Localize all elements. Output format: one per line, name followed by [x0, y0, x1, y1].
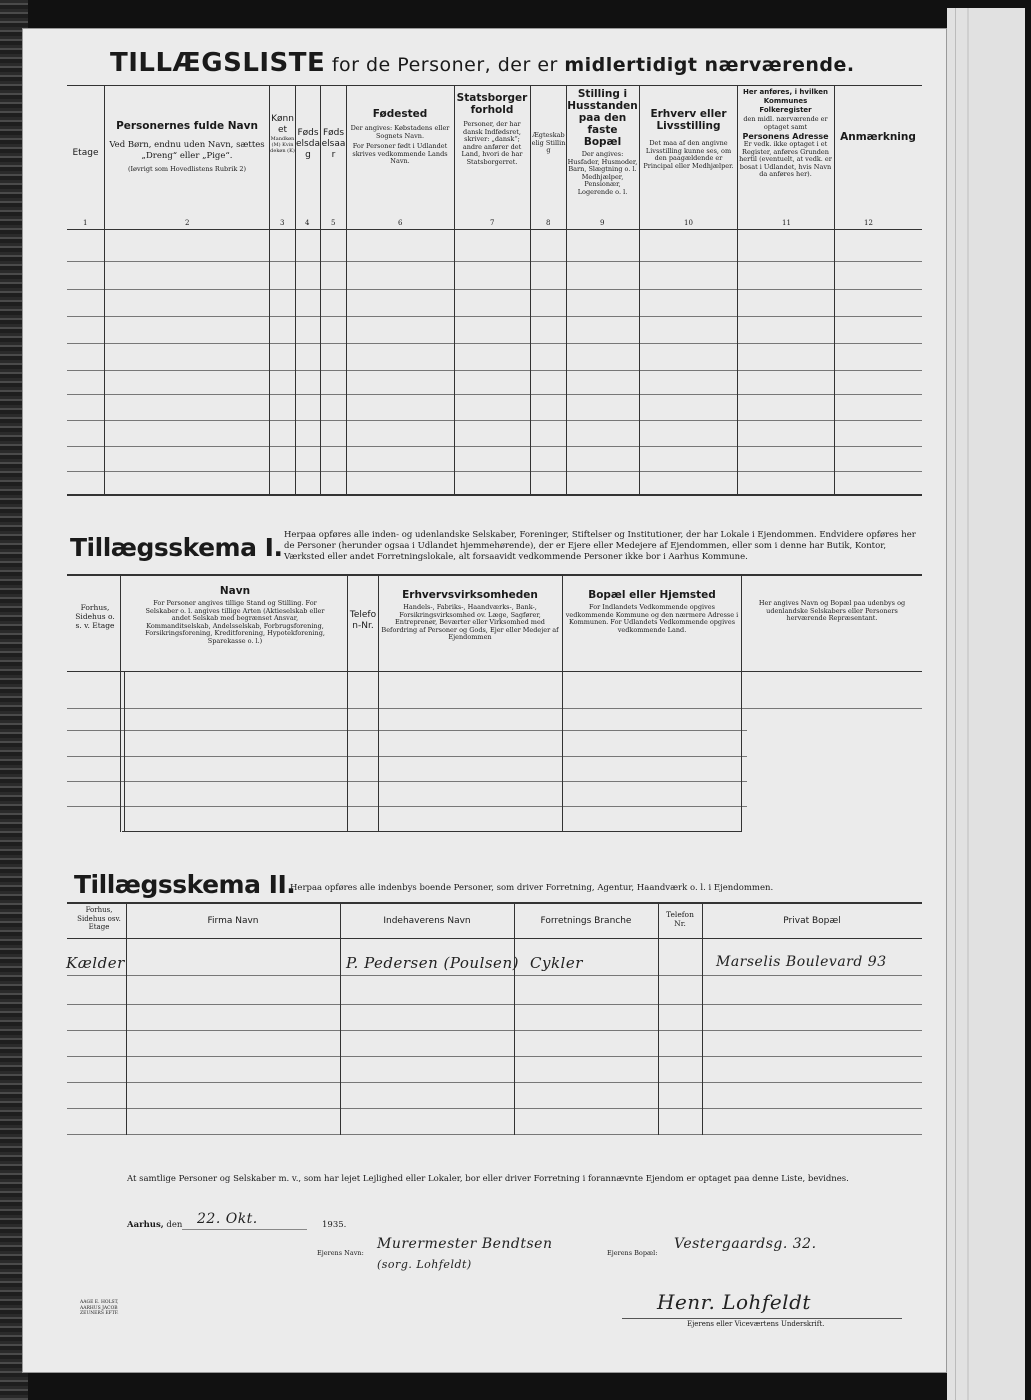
- col-num: 1: [83, 219, 88, 227]
- col-foedselsdag: Fødselsdag: [296, 128, 320, 160]
- s1-col-navn-head: Navn: [219, 585, 251, 597]
- signature: Henr. Lohfeldt: [657, 1290, 811, 1314]
- census-form-page: [22, 28, 947, 1373]
- declaration: [127, 1174, 917, 1184]
- s2-col-bopael: Privat Bopæl: [783, 916, 841, 926]
- col-etage: Etage: [72, 148, 99, 158]
- col-stilling-head: Stilling i Husstanden paa den faste Bopæl: [567, 88, 638, 148]
- title-rest: for de Personer, der er: [325, 54, 565, 76]
- col-statsborger-sub: Personer, der har dansk Indfødsret, skriver: „dansk“; andre anfører det Land, hvori de har Statsborgerret.: [461, 120, 523, 166]
- declaration-text: At samtlige Personer og Selskaber m. v., som har lejet Lejlighed eller Lokaler, bor eller driver Forretning i forannævnte Ejendom er optaget paa denne Liste, bevidnes.: [127, 1174, 849, 1184]
- col-folkeregister-sub: den midl. nærværende er optaget samt: [743, 115, 828, 131]
- place-date: [127, 1220, 182, 1230]
- col-koen: [270, 114, 295, 154]
- s1-col-erhverv: [380, 589, 560, 642]
- title-bold-2: midlertidigt nærværende.: [564, 54, 855, 76]
- col-erhverv-sub: Det maa af den angivne Livsstilling kunne ses, om den paagældende er Principal eller Medhjælper.: [643, 139, 734, 170]
- owner-name: Murermester Bendtsen: [377, 1236, 553, 1252]
- skema1-description: Herpaa opføres alle inden- og udenlandske Selskaber, Foreninger, Stiftelser og Institutioner, der har Lokale i Ejendommen. Endvidere opføres her de Personer (herunder ogsaa i Udlandet hjemmehørende), der er Ejere eller Medejere af Ejendommen, eller som i denne har Butik, Kontor, Værksted eller andet Forretningslokale, alt forsaavidt vedkommende Personer ikke bor i Aarhus Kommune.: [284, 530, 916, 562]
- s1-col-repraesentant-sub: Her angives Navn og Bopæl paa udenbys og udenlandske Selskabers eller Personers herværende Repræsentant.: [758, 599, 906, 622]
- owner-address: Vestergaardsg. 32.: [674, 1236, 817, 1252]
- s1-col-repraesentant: [747, 600, 917, 623]
- signature-label: Ejerens eller Viceværtens Underskrift.: [687, 1320, 825, 1328]
- col-folkeregister-head: Her anføres, i hvilken Kommunes Folkeregister: [743, 88, 828, 114]
- col-num: 9: [600, 219, 605, 227]
- s2-row1-etage: Kælder: [66, 954, 125, 972]
- s2-col-branche: Forretnings Branche: [540, 916, 632, 926]
- skema2-title: Tillægsskema II.: [74, 870, 296, 899]
- col-foedselsaar: Fødselsaar: [321, 128, 346, 160]
- col-folkeregister-head2: Personens Adresse: [742, 132, 829, 141]
- s1-col-bopael-sub: For Indlandets Vedkommende opgives vedkommende Kommune og den nærmere Adresse i Kommunen. For Udlandets Vedkommende opgives vedkommende Land.: [565, 603, 739, 634]
- s1-col-erhverv-head: Erhvervsvirksomheden: [402, 589, 538, 601]
- col-num: 4: [305, 219, 310, 227]
- den-label: den: [166, 1220, 183, 1230]
- col-stilling-sub: Der angives: Husfader, Husmoder, Barn, Slægtning o. l. Medhjælper, Pensionær, Logerende o. l.: [567, 150, 638, 196]
- col-num: 12: [864, 219, 873, 227]
- s1-col-bopael-head: Bopæl eller Hjemsted: [588, 589, 716, 601]
- owner-note: (sorg. Lohfeldt): [377, 1258, 472, 1271]
- s1-col-telefon: Telefon-Nr.: [349, 610, 377, 631]
- address-label: Ejerens Bopæl:: [607, 1249, 658, 1257]
- skema1-title: Tillægsskema I.: [70, 533, 283, 562]
- col-statsborger: [456, 92, 528, 166]
- col-navn-sub: Ved Børn, endnu uden Navn, sættes „Dreng“ eller „Pige“.: [109, 140, 265, 161]
- owner-label: Ejerens Navn:: [317, 1249, 364, 1257]
- s1-col-etage: Forhus, Sidehus o. s. v. Etage: [75, 603, 115, 630]
- col-navn-head: Personernes fulde Navn: [116, 120, 258, 132]
- s1-col-bopael: [565, 589, 739, 634]
- place: Aarhus,: [127, 1220, 164, 1230]
- s1-col-navn: [142, 585, 328, 645]
- s2-row1-branche: Cykler: [530, 954, 583, 972]
- col-num: 2: [185, 219, 190, 227]
- main-title: [110, 48, 855, 78]
- col-num: 5: [331, 219, 336, 227]
- col-foedested-sub2: For Personer født i Udlandet skrives vedkommende Lands Navn.: [352, 142, 448, 165]
- col-num: 7: [490, 219, 495, 227]
- col-navn: [106, 120, 268, 174]
- col-erhverv-head: Erhverv eller Livsstilling: [650, 108, 727, 132]
- s1-col-navn-sub: For Personer angives tillige Stand og Stilling. For Selskaber o. l. angives tillige Arten (Aktieselskab eller andet Selskab med begrænset Ansvar, Kommanditselskab, Andelsselskab, Forbrugsforening, Forsikringsforening, Kreditforening, Hypotekforening, Sparekasse o. l.): [145, 599, 325, 645]
- next-page-edge: [947, 8, 1025, 1400]
- col-num: 3: [280, 219, 285, 227]
- title-bold: TILLÆGSLISTE: [110, 48, 326, 78]
- col-statsborger-head: Statsborgerforhold: [456, 92, 528, 116]
- col-foedested: [348, 108, 452, 166]
- col-num: 6: [398, 219, 403, 227]
- col-stilling: [567, 88, 638, 196]
- col-koen-head: Kønnet: [271, 114, 294, 135]
- s2-col-indehaver: Indehaverens Navn: [383, 916, 471, 926]
- s2-col-etage: Forhus, Sidehus osv. Etage: [77, 906, 121, 931]
- col-num: 8: [546, 219, 551, 227]
- col-folkeregister: [738, 88, 833, 179]
- s2-col-telefon: Telefon Nr.: [666, 910, 694, 928]
- printer-mark: AAGE E. HOLST, AARHUS JACOB ZEUNERS EFTF.: [80, 1300, 119, 1316]
- col-folkeregister-sub2: Er vedk. ikke optaget i et Register, anføres Grunden hertil (eventuelt, at vedk. er bosat i Udlandet, hvis Navn da anføres her).: [739, 140, 832, 178]
- col-anmaerkning: Anmærkning: [840, 131, 916, 143]
- s2-row1-indehaver: P. Pedersen (Poulsen): [346, 954, 519, 972]
- col-num: 11: [782, 219, 791, 227]
- s2-row1-bopael: Marselis Boulevard 93: [716, 954, 887, 970]
- col-foedested-head: Fødested: [372, 108, 428, 120]
- skema2-description: Herpaa opføres alle indenbys boende Personer, som driver Forretning, Agentur, Haandværk o. l. i Ejendommen.: [290, 883, 774, 893]
- col-koen-sub: Mandkøn (M) Kvindekøn (K): [270, 136, 295, 154]
- col-aegteskab: Ægteskabelig Stilling: [531, 131, 566, 154]
- s1-col-erhverv-sub: Handels-, Fabriks-, Haandværks-, Bank-, Forsikringsvirksomhed ov. Læge, Sagfører, Entreprenør, Beværter eller Virksomhed med Befordring af Personer og Gods, Ejer eller Medejer af Ejendommen: [381, 603, 559, 641]
- s2-col-firma: Firma Navn: [207, 916, 259, 926]
- col-erhverv: [641, 108, 736, 170]
- date-value: 22. Okt.: [197, 1211, 258, 1227]
- col-num: 10: [684, 219, 693, 227]
- year: 1935.: [322, 1220, 347, 1230]
- col-navn-sub2: (Iøvrigt som Hovedlistens Rubrik 2): [127, 165, 247, 173]
- col-foedested-sub: Der angives: Købstadens eller Sognets Navn.: [350, 124, 450, 140]
